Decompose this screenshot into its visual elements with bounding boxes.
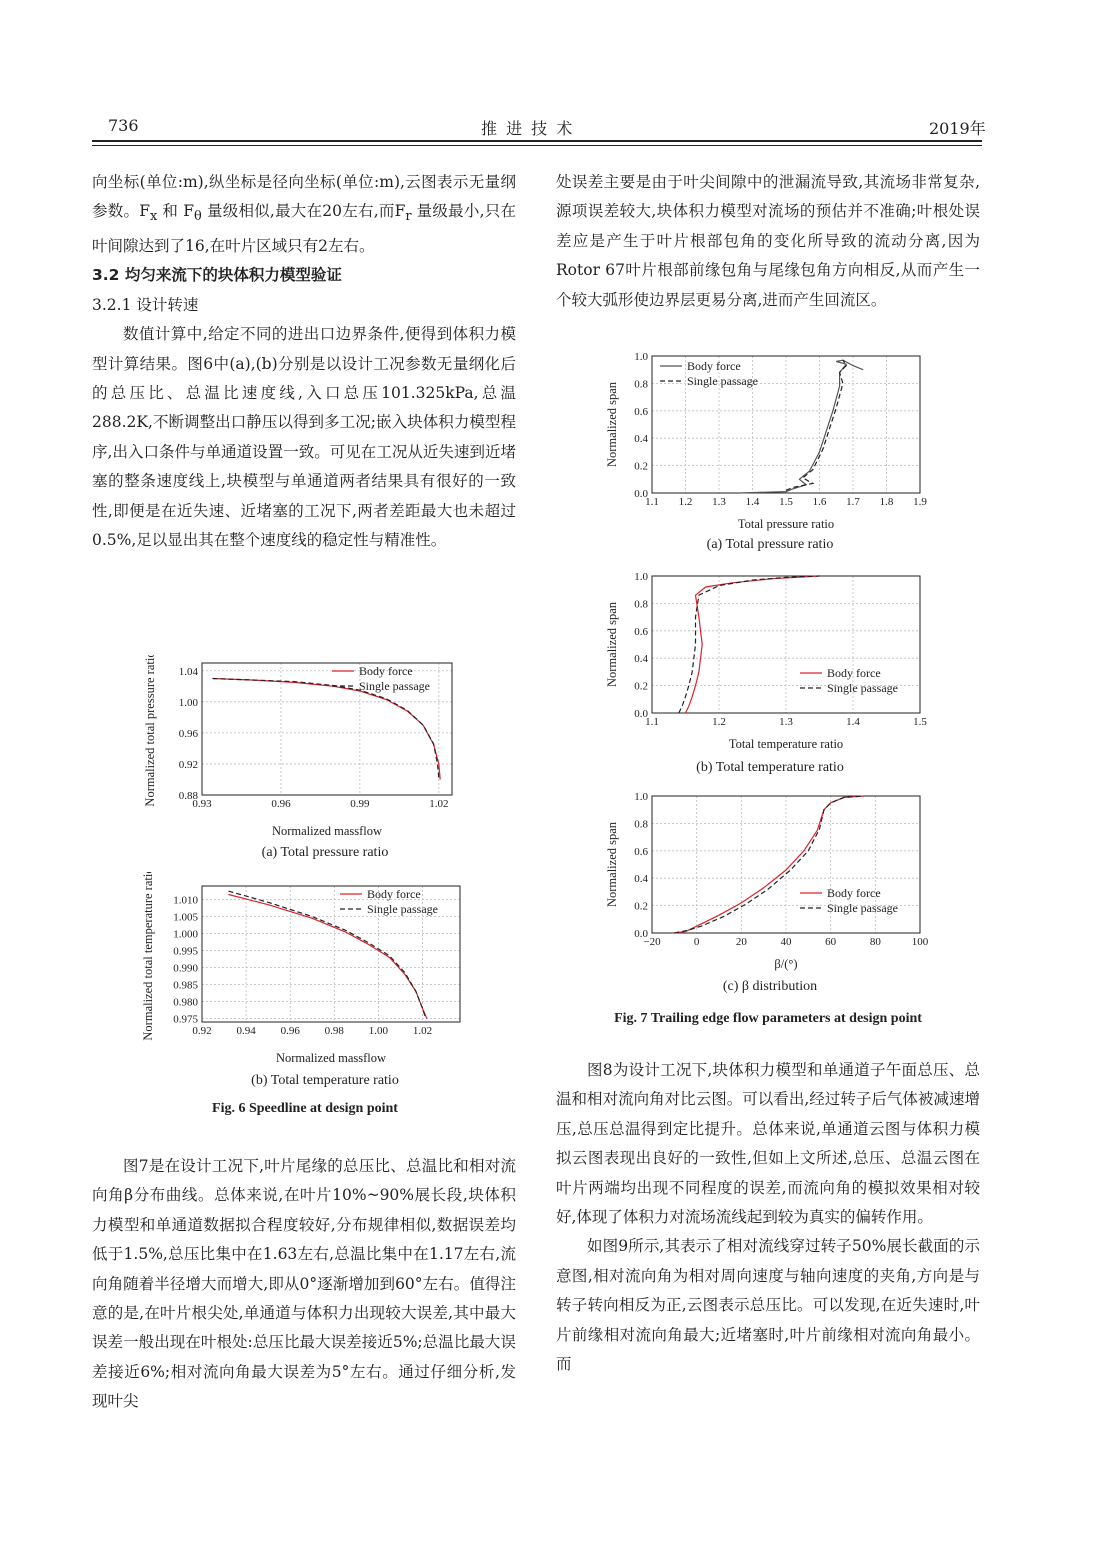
paragraph: 向坐标(单位:m),纵坐标是径向坐标(单位:m),云图表示无量纲参数。$F_x$ 和 $F_\theta$ 量级相似,最大在20左右,而$F_r$ 量级最小,只在叶间隙达到了16,在叶片区域只有2左右。 [92,173,516,255]
x-tick-label: 1.5 [913,716,927,728]
x-tick-label: 0.96 [271,798,291,810]
chart-6a [140,655,470,840]
x-axis-title: Normalized massflow [275,1051,387,1065]
figure-7c [600,790,940,979]
figure-6b-caption: (b) Total temperature ratio [251,1073,399,1088]
right-column-bottom [556,1056,980,1379]
section-heading-3-2-1: 3.2.1 设计转速 [92,295,199,314]
x-tick-label: 0.93 [192,798,212,810]
y-tick-label: 0.2 [634,680,648,693]
x-axis-title: Total pressure ratio [737,517,835,531]
legend-label: Body force [359,664,413,678]
x-tick-label: 1.8 [879,496,894,508]
x-tick-label: 80 [869,936,881,948]
x-axis-title: Total temperature ratio [728,737,844,751]
y-tick-label: 0.985 [173,979,198,992]
y-tick-label: 0.4 [634,653,648,666]
y-tick-label: 0.975 [173,1013,198,1026]
figure-7a [600,350,940,537]
x-tick-label: 1.00 [368,1025,389,1037]
y-tick-label: 0.0 [634,488,648,500]
journal-year: 2019年 [929,119,986,138]
y-tick-label: 1.00 [178,696,198,709]
figure-7-caption: Fig. 7 Trailing edge flow parameters at design point [614,1011,922,1026]
y-tick-label: 1.005 [173,911,198,924]
figure-6b [140,872,470,1071]
y-axis-title: Normalized span [605,381,619,468]
series-line [686,576,820,713]
x-tick-label: 1.5 [779,496,793,508]
x-tick-label: 0.94 [236,1025,256,1037]
paragraph: 图8为设计工况下,块体积力模型和单通道子午面总压、总温和相对流向角对比云图。可以看出,经过转子后气体被减速增压,总压总温得到定比提升。总体来说,单通道云图与体积力模拟云图表现出良好的一致性,但如上文所述,总压、总温云图在叶片两端均出现不同程度的误差,而流向角的模拟效果相对较好,体现了体积力对流场流线起到较为真实的偏转作用。 [556,1061,980,1227]
x-tick-label: −20 [643,936,661,948]
series-line [213,679,439,778]
y-axis-title: Normalized total pressure ratio [143,655,157,807]
paragraph: 处误差主要是由于叶尖间隙中的泄漏流导致,其流场非常复杂,源项误差较大,块体积力模型对流场的预估并不准确;叶根处误差应是产生于叶片根部包角的变化所导致的流动分离,因为Rotor 67叶片根部前缘包角与尾缘包角方向相反,从而产生一个较大弧形使边界层更易分离,进而产生回流区。 [556,173,980,309]
legend-label: Body force [827,886,881,900]
page-number: 736 [108,116,139,135]
y-tick-label: 0.980 [173,996,198,1009]
x-tick-label: 40 [780,936,792,948]
y-tick-label: 1.04 [178,665,198,678]
series-line [679,576,820,713]
section-heading-3-2: 3.2 均匀来流下的块体积力模型验证 [92,266,342,285]
x-tick-label: 1.1 [645,496,659,508]
y-tick-label: 0.2 [634,460,648,473]
figure-7a-caption: (a) Total pressure ratio [706,537,834,552]
x-tick-label: 60 [825,936,837,948]
figure-6a-caption: (a) Total pressure ratio [261,845,389,860]
paragraph: 数值计算中,给定不同的进出口边界条件,便得到体积力模型计算结果。图6中(a),(b)分别是以设计工况参数无量纲化后的总压比、总温比速度线,入口总压101.325kPa,总温288.2K,不断调整出口静压以得到多工况;嵌入块体积力模型程序,出入口条件与单通道设置一致。可见在工况从近失速到近堵塞的整条速度线上,块模型与单通道两者结果具有很好的一致性,即便是在近失速、近堵塞的工况下,两者差距最大也未超过0.5%,足以显出其在整个速度线的稳定性与精准性。 [92,325,516,549]
y-tick-label: 0.6 [634,845,648,858]
x-tick-label: 1.9 [913,496,927,508]
figure-7b-caption: (b) Total temperature ratio [696,760,844,775]
legend-label: Body force [367,887,421,901]
y-axis-title: Normalized span [605,821,619,908]
y-tick-label: 0.0 [634,708,648,720]
y-tick-label: 0.6 [634,625,648,638]
x-tick-label: 1.6 [812,496,827,508]
y-tick-label: 1.0 [634,571,648,583]
figure-6a [140,655,470,844]
y-tick-label: 1.010 [173,894,198,907]
figure-6-caption: Fig. 6 Speedline at design point [212,1101,398,1116]
x-tick-label: 1.4 [846,716,860,728]
chart-7b [600,570,940,755]
paragraph: 如图9所示,其表示了相对流线穿过转子50%展长截面的示意图,相对流向角为相对周向速度与轴向速度的夹角,方向是与转子转向相反为正,云图表示总压比。可以发现,在近失速时,叶片前缘相对流向角最大;近堵塞时,叶片前缘相对流向角最小。而 [556,1237,980,1374]
series-line [213,679,441,780]
x-tick-label: 1.2 [712,716,726,728]
y-tick-label: 0.92 [178,758,198,771]
x-tick-label: 1.2 [678,496,693,508]
x-tick-label: 0 [693,936,700,948]
x-tick-label: 0.99 [350,798,370,810]
y-tick-label: 1.0 [634,351,648,363]
y-axis-title: Normalized total temperature ratio [141,872,155,1041]
y-tick-label: 0.8 [634,818,648,831]
legend-label: Single passage [359,679,430,693]
legend-label: Body force [827,666,881,680]
y-tick-label: 0.6 [634,405,648,418]
x-tick-label: 1.02 [412,1025,433,1037]
y-tick-label: 0.8 [634,378,648,391]
y-tick-label: 0.990 [173,962,198,975]
y-tick-label: 0.4 [634,873,648,886]
x-tick-label: 1.1 [645,716,659,728]
legend-label: Single passage [367,902,438,916]
right-column-top [556,168,980,315]
x-tick-label: 1.02 [429,798,449,810]
y-tick-label: 0.96 [178,727,198,740]
header-rule-thin [92,145,982,146]
figure-7c-caption: (c) β distribution [722,979,818,994]
y-tick-label: 0.0 [634,928,648,940]
x-tick-label: 1.7 [846,496,860,508]
left-column-top [92,168,516,555]
x-tick-label: 0.96 [280,1025,300,1037]
y-tick-label: 0.2 [634,900,648,913]
x-tick-label: 1.4 [745,496,760,508]
legend-label: Single passage [687,374,758,388]
x-tick-label: 0.92 [192,1025,212,1037]
x-axis-title: β/(°) [774,957,798,971]
y-tick-label: 0.4 [634,433,648,446]
legend-label: Single passage [827,681,898,695]
figure-7b [600,570,940,759]
x-tick-label: 20 [735,936,747,948]
journal-title: 推 进 技 术 [481,119,575,138]
chart-7c [600,790,940,975]
x-tick-label: 1.3 [712,496,726,508]
series-line [786,360,846,490]
x-axis-title: Normalized massflow [271,824,383,838]
y-tick-label: 0.88 [178,790,198,802]
legend-label: Single passage [827,901,898,915]
x-tick-label: 1.3 [779,716,793,728]
y-tick-label: 0.8 [634,598,648,611]
left-column-bottom [92,1152,516,1417]
y-tick-label: 1.000 [173,928,198,941]
header-rule [92,140,982,142]
paragraph: 图7是在设计工况下,叶片尾缘的总压比、总温比和相对流向角β分布曲线。总体来说,在叶片10%~90%展长段,块体积力模型和单通道数据拟合程度较好,分布规律相似,数据误差均低于1.5%,总压比集中在1.63左右,总温比集中在1.17左右,流向角随着半径增大而增大,即从0°逐渐增加到60°左右。值得注意的是,在叶片根尖处,单通道与体积力出现较大误差,其中最大误差一般出现在叶根处:总压比最大误差接近5%;总温比最大误差接近6%;相对流向角最大误差为5°左右。通过仔细分析,发现叶尖 [92,1157,516,1411]
x-tick-label: 100 [911,936,929,948]
chart-7a [600,350,940,533]
x-tick-label: 0.98 [324,1025,344,1037]
y-tick-label: 0.995 [173,945,198,958]
chart-6b [140,872,470,1067]
y-axis-title: Normalized span [605,601,619,688]
y-tick-label: 1.0 [634,791,648,803]
legend-label: Body force [687,359,741,373]
